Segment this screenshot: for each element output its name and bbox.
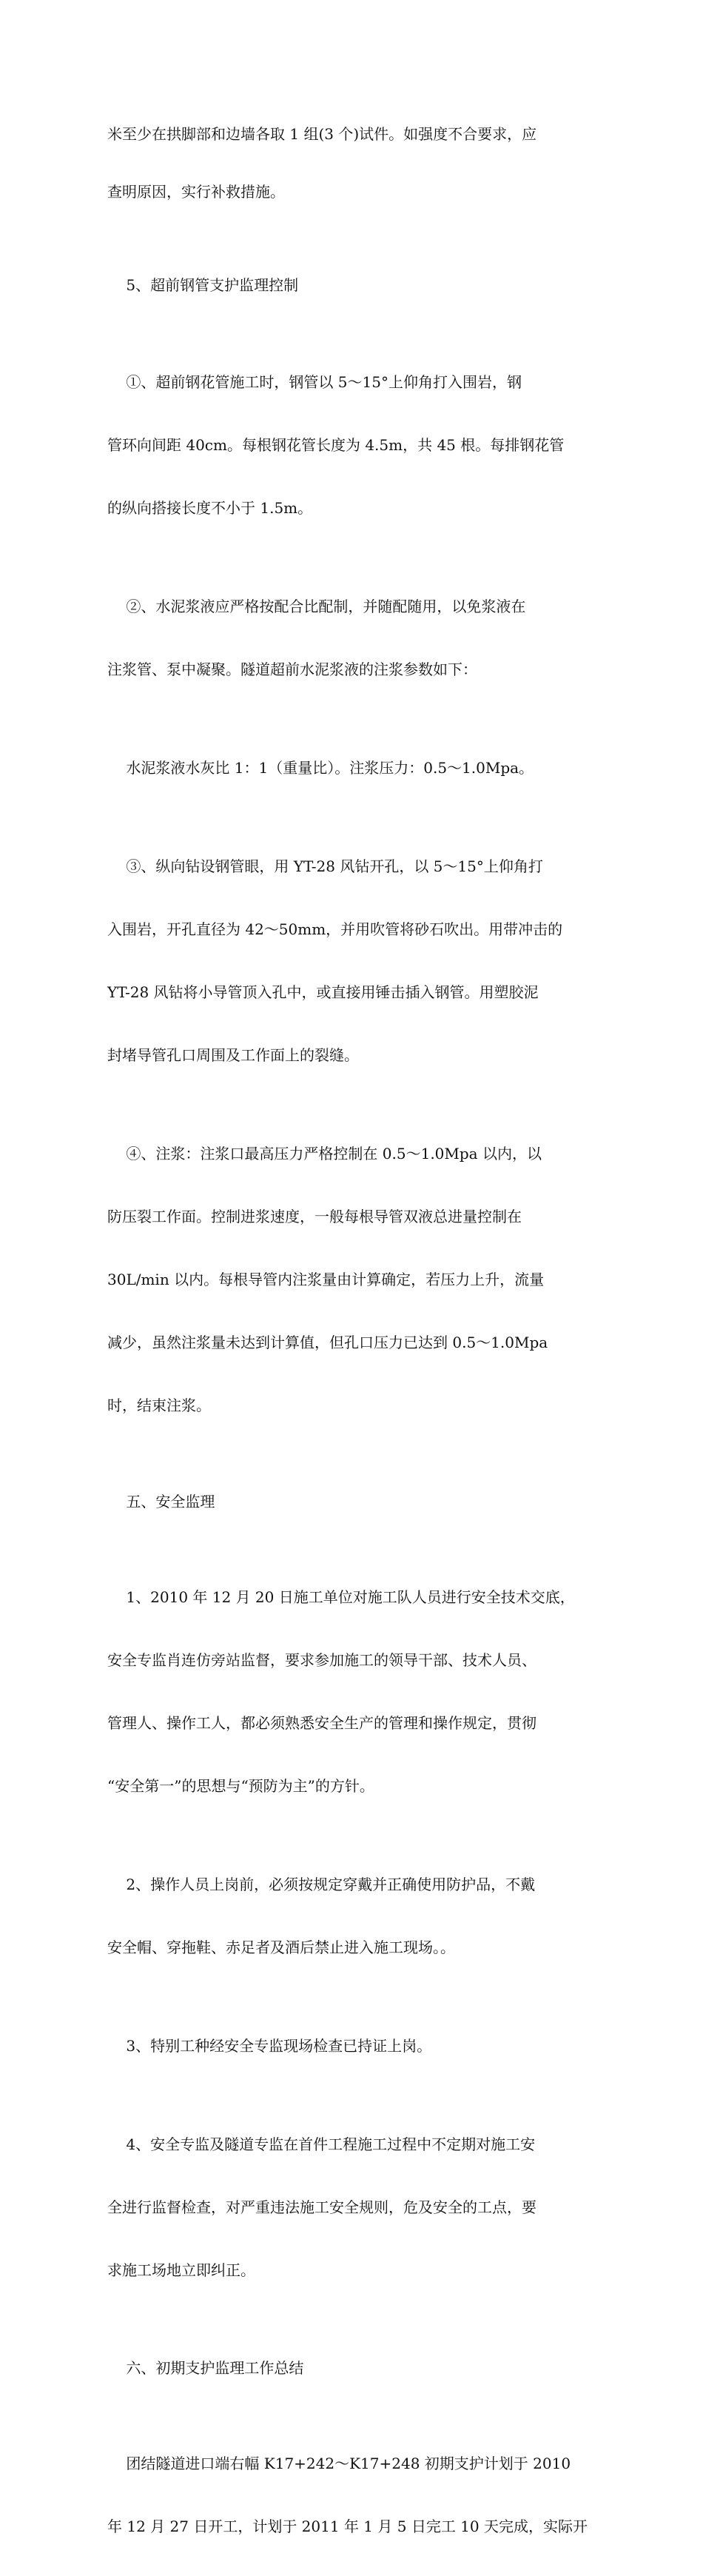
paragraph-5-2 (107, 558, 602, 719)
paragraph-5-4 (107, 1105, 602, 1455)
text-line: 4、安全专监及隧道专监在首件工程施工过程中不定期对施工安 (107, 2135, 536, 2153)
text-line: 注浆管、泵中凝聚。隧道超前水泥浆液的注浆参数如下： (107, 660, 477, 678)
text-line: ①、超前钢花管施工时，钢管以 5～15°上仰角打入围岩，钢 (107, 373, 522, 391)
paragraph-summary (107, 2415, 602, 2576)
text-line: 1、2010 年 12 月 20 日施工单位对施工队人员进行安全技术交底， (107, 1588, 575, 1606)
text-line: “安全第一”的思想与“预防为主”的方针。 (107, 1777, 374, 1795)
text-line: 团结隧道进口端右幅 K17+242～K17+248 初期支护计划于 2010 (107, 2455, 571, 2472)
paragraph-grout-ratio (107, 719, 602, 817)
paragraph-5-3 (107, 817, 602, 1105)
text-line: 求施工场地立即纠正。 (107, 2261, 255, 2279)
text-line: 的纵向搭接长度不小于 1.5m。 (107, 499, 313, 517)
text-line: 米至少在拱脚部和边墙各取 1 组(3 个)试件。如强度不合要求，应 (107, 125, 537, 143)
heading-line: 六、初期支护监理工作总结 (107, 2359, 304, 2377)
paragraph-safety-2 (107, 1836, 602, 1997)
text-line: 减少，虽然注浆量未达到计算值，但孔口压力已达到 0.5～1.0Mpa (107, 1334, 548, 1351)
text-line: 安全专监肖连仿旁站监督，要求参加施工的领导干部、技术人员、 (107, 1651, 536, 1669)
text-line: 安全帽、穿拖鞋、赤足者及酒后禁止进入施工现场。。 (107, 1938, 455, 1956)
document-body (107, 87, 602, 2576)
paragraph-safety-1 (107, 1548, 602, 1836)
paragraph-safety-3 (107, 1997, 602, 2095)
text-line: 水泥浆液水灰比 1：1（重量比）。注浆压力：0.5～1.0Mpa。 (107, 759, 534, 777)
section-heading-six (107, 2321, 602, 2415)
heading-line: 五、安全监理 (107, 1493, 215, 1511)
text-line: ③、纵向钻设钢管眼，用 YT-28 风钻开孔，以 5～15°上仰角打 (107, 857, 543, 875)
text-line: 防压裂工作面。控制进浆速度，一般每根导管双液总进量控制在 (107, 1208, 522, 1225)
text-line: 封堵导管孔口周围及工作面上的裂缝。 (107, 1046, 359, 1064)
section-heading-five (107, 1455, 602, 1548)
heading-line: 5、超前钢管支护监理控制 (107, 276, 299, 294)
text-line: 全进行监督检查，对严重违法施工安全规则，危及安全的工点，要 (107, 2198, 536, 2216)
text-line: 年 12 月 27 日开工，计划于 2011 年 1 月 5 日完工 10 天完成，实际开 (107, 2518, 588, 2535)
text-line: ④、注浆：注浆口最高压力严格控制在 0.5～1.0Mpa 以内，以 (107, 1145, 542, 1162)
text-line: YT-28 风钻将小导管顶入孔中，或直接用锤击插入钢管。用塑胶泥 (107, 983, 539, 1001)
text-line: 查明原因，实行补救措施。 (107, 183, 285, 201)
paragraph-safety-4 (107, 2095, 602, 2320)
section-heading-5 (107, 238, 602, 332)
paragraph-specimen-continuation (107, 87, 602, 238)
text-line: 3、特别工种经安全专监现场检查已持证上岗。 (107, 2037, 432, 2055)
paragraph-5-1 (107, 333, 602, 558)
text-line: 30L/min 以内。每根导管内注浆量由计算确定，若压力上升，流量 (107, 1271, 545, 1288)
text-line: ②、水泥浆液应严格按配合比配制，并随配随用，以免浆液在 (107, 598, 526, 615)
text-line: 时，结束注浆。 (107, 1396, 211, 1414)
text-line: 管环向间距 40cm。每根钢花管长度为 4.5m，共 45 根。每排钢花管 (107, 436, 565, 454)
text-line: 2、操作人员上岗前，必须按规定穿戴并正确使用防护品，不戴 (107, 1876, 536, 1893)
text-line: 管理人、操作工人，都必须熟悉安全生产的管理和操作规定，贯彻 (107, 1714, 536, 1732)
text-line: 入围岩，开孔直径为 42～50mm，并用吹管将砂石吹出。用带冲击的 (107, 920, 563, 938)
